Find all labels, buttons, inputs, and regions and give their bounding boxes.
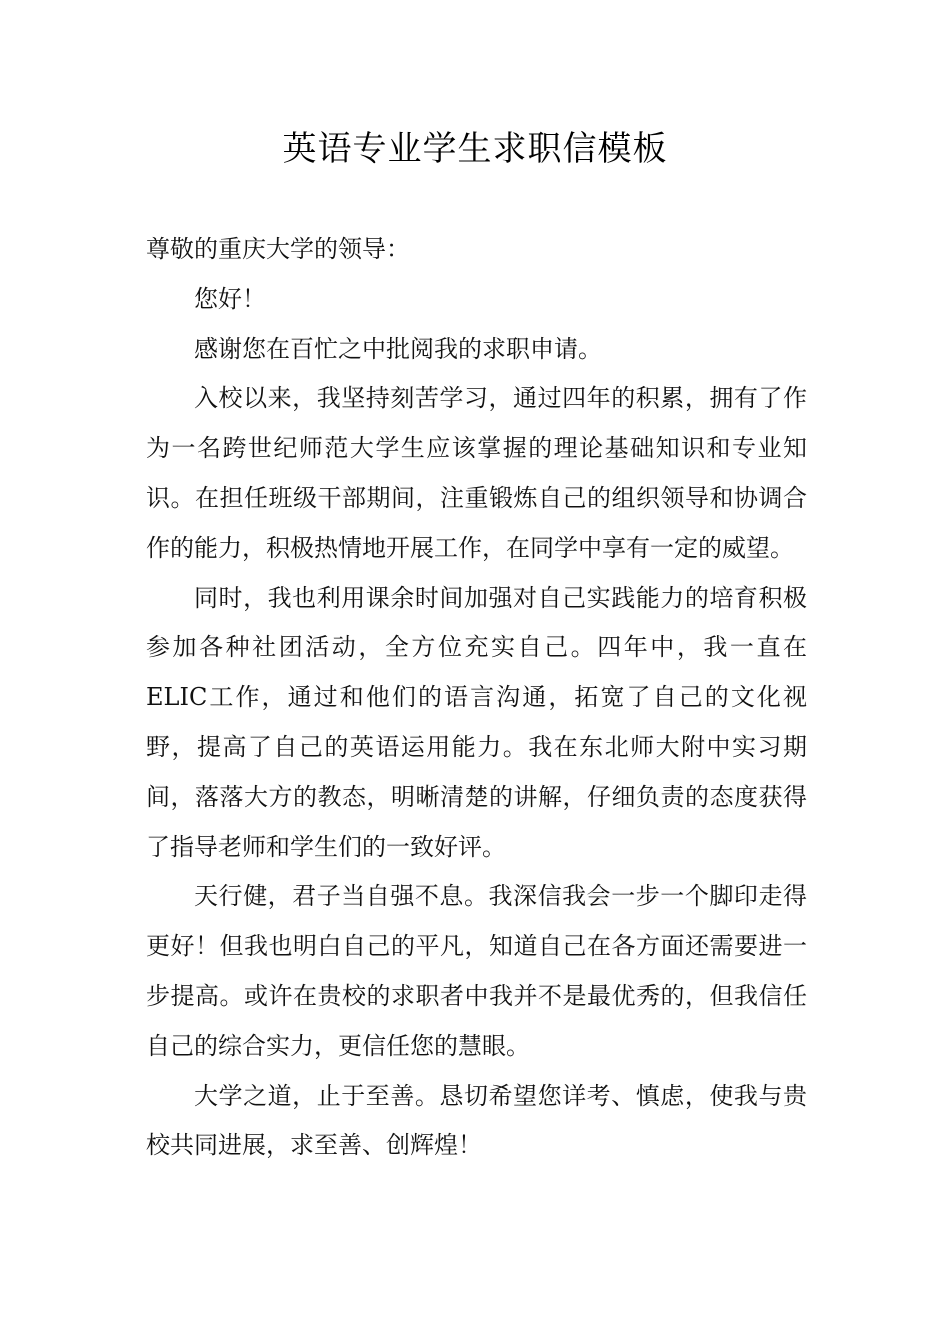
paragraph-closing: 大学之道，止于至善。恳切希望您详考、慎虑，使我与贵校共同进展，求至善、创辉煌！ bbox=[146, 1081, 807, 1160]
paragraph-thanks: 感谢您在百忙之中批阅我的求职申请。 bbox=[194, 334, 602, 363]
paragraph-confidence: 天行健，君子当自强不息。我深信我会一步一个脚印走得更好！但我也明白自己的平凡，知道自己在各方面还需要进一步提高。或许在贵校的求职者中我并不是最优秀的，但我信任自己的综合实力，更信任您的慧眼。 bbox=[146, 882, 807, 1060]
document-title: 英语专业学生求职信模板 bbox=[282, 129, 668, 169]
paragraph-study: 入校以来，我坚持刻苦学习，通过四年的积累，拥有了作为一名跨世纪师范大学生应该掌握的理论基础知识和专业知识。在担任班级干部期间，注重锻炼自己的组织领导和协调合作的能力，积极热情地开展工作，在同学中享有一定的威望。 bbox=[146, 384, 807, 562]
paragraph-practice: 同时，我也利用课余时间加强对自己实践能力的培育积极参加各种社团活动，全方位充实自己。四年中，我一直在ELIC工作，通过和他们的语言沟通，拓宽了自己的文化视野，提高了自己的英语运用能力。我在东北师大附中实习期间，落落大方的教态，明晰清楚的讲解，仔细负责的态度获得了指导老师和学生们的一致好评。 bbox=[146, 583, 807, 861]
paragraph-greeting: 您好！ bbox=[194, 284, 266, 313]
salutation: 尊敬的重庆大学的领导： bbox=[146, 235, 410, 263]
letter-body bbox=[146, 225, 807, 1171]
